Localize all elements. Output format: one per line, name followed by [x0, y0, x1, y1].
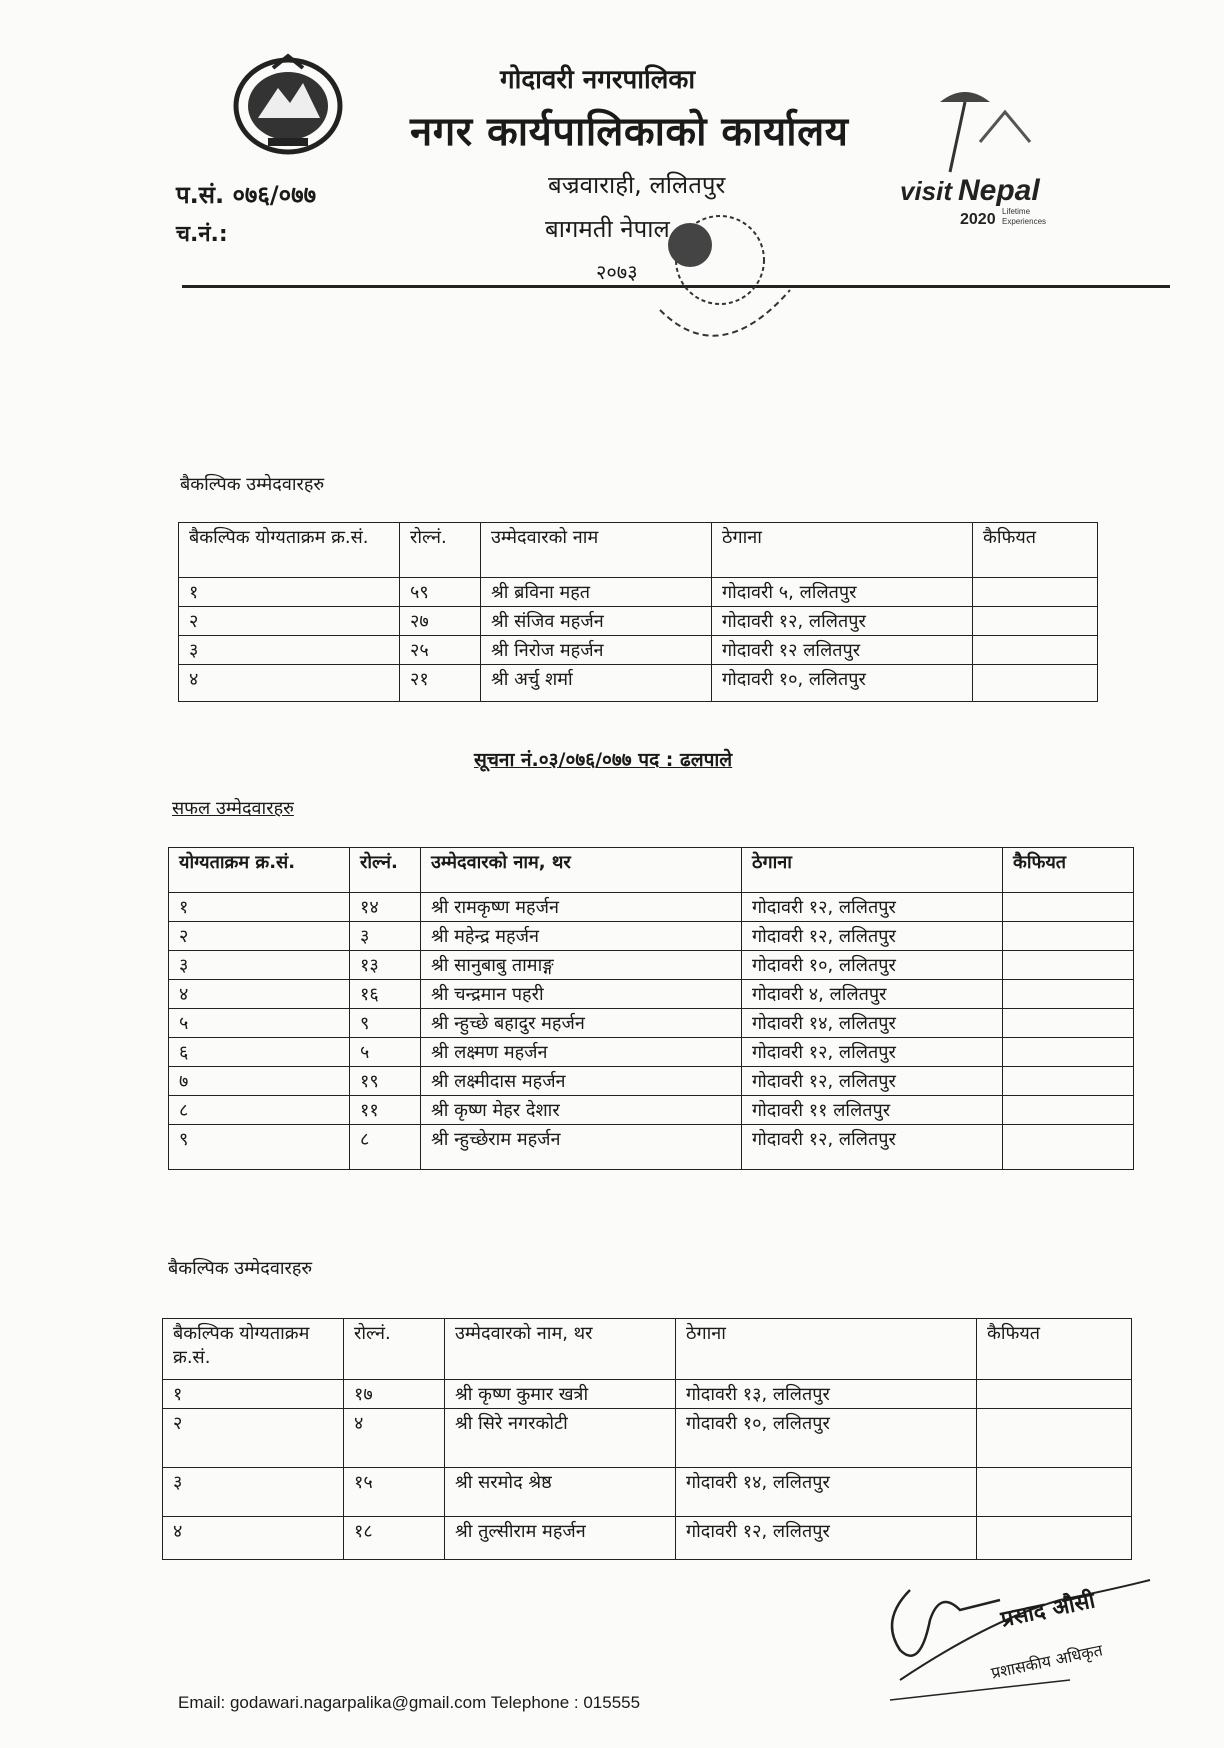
cell-roll: १९	[350, 1067, 421, 1096]
cell-address: गोदावरी १२, ललितपुर	[742, 1125, 1003, 1170]
cell-roll: ४	[344, 1409, 445, 1468]
cell-roll: २७	[400, 607, 481, 636]
cell-remarks	[977, 1409, 1132, 1468]
col-name: उम्मेदवारको नाम	[481, 523, 712, 578]
table-row	[179, 607, 1098, 636]
cell-remarks	[973, 607, 1098, 636]
cell-roll: १४	[350, 893, 421, 922]
cell-remarks	[1003, 922, 1134, 951]
cell-rank: ३	[163, 1468, 344, 1517]
table-row	[163, 1468, 1132, 1517]
cell-remarks	[1003, 980, 1134, 1009]
col-remarks: कैफियत	[977, 1319, 1132, 1380]
cell-rank: ३	[169, 951, 350, 980]
section2-title: सफल उम्मेदवारहरु	[172, 798, 294, 819]
col-roll: रोल्नं.	[344, 1319, 445, 1380]
table-row	[169, 980, 1134, 1009]
col-rank: बैकल्पिक योग्यताक्रम क्र.सं.	[163, 1319, 344, 1380]
table-row	[169, 1096, 1134, 1125]
cell-rank: ६	[169, 1038, 350, 1067]
cell-rank: १	[169, 893, 350, 922]
col-roll: रोल्नं.	[400, 523, 481, 578]
table-row	[169, 1067, 1134, 1096]
cell-address: गोदावरी १४, ललितपुर	[742, 1009, 1003, 1038]
cell-roll: २५	[400, 636, 481, 665]
cell-remarks	[1003, 951, 1134, 980]
section1-title: बैकल्पिक उम्मेदवारहरु	[180, 474, 325, 495]
office-title: नगर कार्यपालिकाको कार्यालय	[410, 109, 849, 155]
cell-remarks	[1003, 1038, 1134, 1067]
cell-address: गोदावरी १४, ललितपुर	[676, 1468, 977, 1517]
tagline-experiences: Experiences	[1002, 217, 1047, 226]
cell-rank: ४	[169, 980, 350, 1009]
cell-name: श्री सानुबाबु तामाङ्ग	[421, 951, 742, 980]
notice-heading: सूचना नं.०३/०७६/०७७ पद : ढलपाले	[474, 749, 733, 771]
established-year: २०७३	[596, 260, 638, 284]
handwritten-signature	[870, 1560, 1170, 1710]
col-remarks: कैफियत	[973, 523, 1098, 578]
cell-rank: २	[163, 1409, 344, 1468]
cell-remarks	[1003, 1009, 1134, 1038]
col-roll: रोल्नं.	[350, 848, 421, 893]
cell-address: गोदावरी १२, ललितपुर	[742, 893, 1003, 922]
cell-remarks	[977, 1517, 1132, 1560]
col-rank: बैकल्पिक योग्यताक्रम क्र.सं.	[179, 523, 400, 578]
cell-rank: २	[179, 607, 400, 636]
cell-roll: १३	[350, 951, 421, 980]
cell-roll: ११	[350, 1096, 421, 1125]
tagline-lifetime: Lifetime	[1002, 207, 1031, 216]
table-row	[179, 665, 1098, 702]
table-header-row	[169, 848, 1134, 893]
signatory-title: प्रशासकीय अधिकृत	[989, 1640, 1105, 1683]
cell-address: गोदावरी १३, ललितपुर	[676, 1380, 977, 1409]
visit-nepal-2020-logo	[890, 82, 1080, 232]
cell-remarks	[977, 1380, 1132, 1409]
cell-address: गोदावरी ४, ललितपुर	[742, 980, 1003, 1009]
cell-address: गोदावरी १०, ललितपुर	[712, 665, 973, 702]
official-stamp	[620, 200, 820, 380]
cell-rank: ४	[163, 1517, 344, 1560]
cell-rank: ८	[169, 1096, 350, 1125]
visit-text: visit	[900, 176, 953, 206]
table-row	[169, 922, 1134, 951]
table-row	[163, 1517, 1132, 1560]
table-row	[169, 893, 1134, 922]
table-row	[179, 636, 1098, 665]
cell-rank: ५	[169, 1009, 350, 1038]
cell-name: श्री लक्ष्मण महर्जन	[421, 1038, 742, 1067]
cell-rank: २	[169, 922, 350, 951]
cell-remarks	[1003, 1125, 1134, 1170]
cell-remarks	[1003, 1067, 1134, 1096]
cell-roll: १८	[344, 1517, 445, 1560]
year-text: 2020	[960, 211, 996, 228]
table-row	[169, 1038, 1134, 1067]
cell-address: गोदावरी १०, ललितपुर	[676, 1409, 977, 1468]
cell-name: श्री अर्चु शर्मा	[481, 665, 712, 702]
address-line-2: बागमती नेपाल	[545, 215, 670, 243]
col-address: ठेगाना	[676, 1319, 977, 1380]
dispatch-number: च.नं.:	[176, 222, 228, 247]
cell-name: श्री न्हुच्छेराम महर्जन	[421, 1125, 742, 1170]
nepal-text: Nepal	[958, 174, 1040, 207]
table-row	[169, 1125, 1134, 1170]
cell-remarks	[973, 665, 1098, 702]
alternate-candidates-table-2	[162, 1318, 1132, 1560]
cell-remarks	[977, 1468, 1132, 1517]
cell-address: गोदावरी ११ ललितपुर	[742, 1096, 1003, 1125]
cell-name: श्री सिरे नगरकोटी	[445, 1409, 676, 1468]
cell-name: श्री तुल्सीराम महर्जन	[445, 1517, 676, 1560]
footer-contact: Email: godawari.nagarpalika@gmail.com Telephone : 015555	[178, 1693, 641, 1712]
table-row	[179, 578, 1098, 607]
cell-name: श्री रामकृष्ण महर्जन	[421, 893, 742, 922]
section3-title: बैकल्पिक उम्मेदवारहरु	[168, 1258, 313, 1279]
cell-remarks	[973, 578, 1098, 607]
cell-remarks	[1003, 1096, 1134, 1125]
cell-roll: २१	[400, 665, 481, 702]
col-remarks: कैफियत	[1003, 848, 1134, 893]
cell-name: श्री ब्रविना महत	[481, 578, 712, 607]
cell-rank: ३	[179, 636, 400, 665]
cell-address: गोदावरी १२, ललितपुर	[712, 607, 973, 636]
cell-roll: ८	[350, 1125, 421, 1170]
cell-name: श्री निरोज महर्जन	[481, 636, 712, 665]
cell-name: श्री कृष्ण मेहर देशार	[421, 1096, 742, 1125]
cell-address: गोदावरी १२, ललितपुर	[742, 1038, 1003, 1067]
table-row	[169, 1009, 1134, 1038]
col-rank: योग्यताक्रम क्र.सं.	[169, 848, 350, 893]
cell-rank: ४	[179, 665, 400, 702]
nepal-emblem-logo	[228, 48, 348, 158]
cell-name: श्री महेन्द्र महर्जन	[421, 922, 742, 951]
cell-roll: ५९	[400, 578, 481, 607]
col-name: उम्मेदवारको नाम, थर	[421, 848, 742, 893]
cell-roll: ९	[350, 1009, 421, 1038]
table-header-row	[179, 523, 1098, 578]
reference-number: प.सं. ०७६/०७७	[176, 181, 317, 209]
cell-address: गोदावरी १२, ललितपुर	[742, 922, 1003, 951]
cell-address: गोदावरी १०, ललितपुर	[742, 951, 1003, 980]
cell-roll: १७	[344, 1380, 445, 1409]
table-row	[163, 1380, 1132, 1409]
cell-rank: ९	[169, 1125, 350, 1170]
alternate-candidates-table-1	[178, 522, 1098, 702]
municipality-name: गोदावरी नगरपालिका	[500, 65, 696, 95]
cell-name: श्री चन्द्रमान पहरी	[421, 980, 742, 1009]
table-row	[163, 1409, 1132, 1468]
cell-roll: १६	[350, 980, 421, 1009]
col-address: ठेगाना	[742, 848, 1003, 893]
cell-name: श्री न्हुच्छे बहादुर महर्जन	[421, 1009, 742, 1038]
col-name: उम्मेदवारको नाम, थर	[445, 1319, 676, 1380]
cell-name: श्री संजिव महर्जन	[481, 607, 712, 636]
col-address: ठेगाना	[712, 523, 973, 578]
signatory-name: प्रसाद औसी	[998, 1588, 1098, 1633]
cell-address: गोदावरी १२, ललितपुर	[742, 1067, 1003, 1096]
cell-rank: ७	[169, 1067, 350, 1096]
cell-remarks	[1003, 893, 1134, 922]
cell-address: गोदावरी १२, ललितपुर	[676, 1517, 977, 1560]
cell-name: श्री सरमोद श्रेष्ठ	[445, 1468, 676, 1517]
cell-roll: १५	[344, 1468, 445, 1517]
cell-name: श्री लक्ष्मीदास महर्जन	[421, 1067, 742, 1096]
cell-address: गोदावरी १२ ललितपुर	[712, 636, 973, 665]
cell-roll: ५	[350, 1038, 421, 1067]
cell-rank: १	[163, 1380, 344, 1409]
successful-candidates-table	[168, 847, 1134, 1170]
table-header-row	[163, 1319, 1132, 1380]
cell-remarks	[973, 636, 1098, 665]
table-row	[169, 951, 1134, 980]
cell-roll: ३	[350, 922, 421, 951]
cell-rank: १	[179, 578, 400, 607]
address-line-1: बज्रवाराही, ललितपुर	[548, 171, 726, 199]
cell-name: श्री कृष्ण कुमार खत्री	[445, 1380, 676, 1409]
cell-address: गोदावरी ५, ललितपुर	[712, 578, 973, 607]
